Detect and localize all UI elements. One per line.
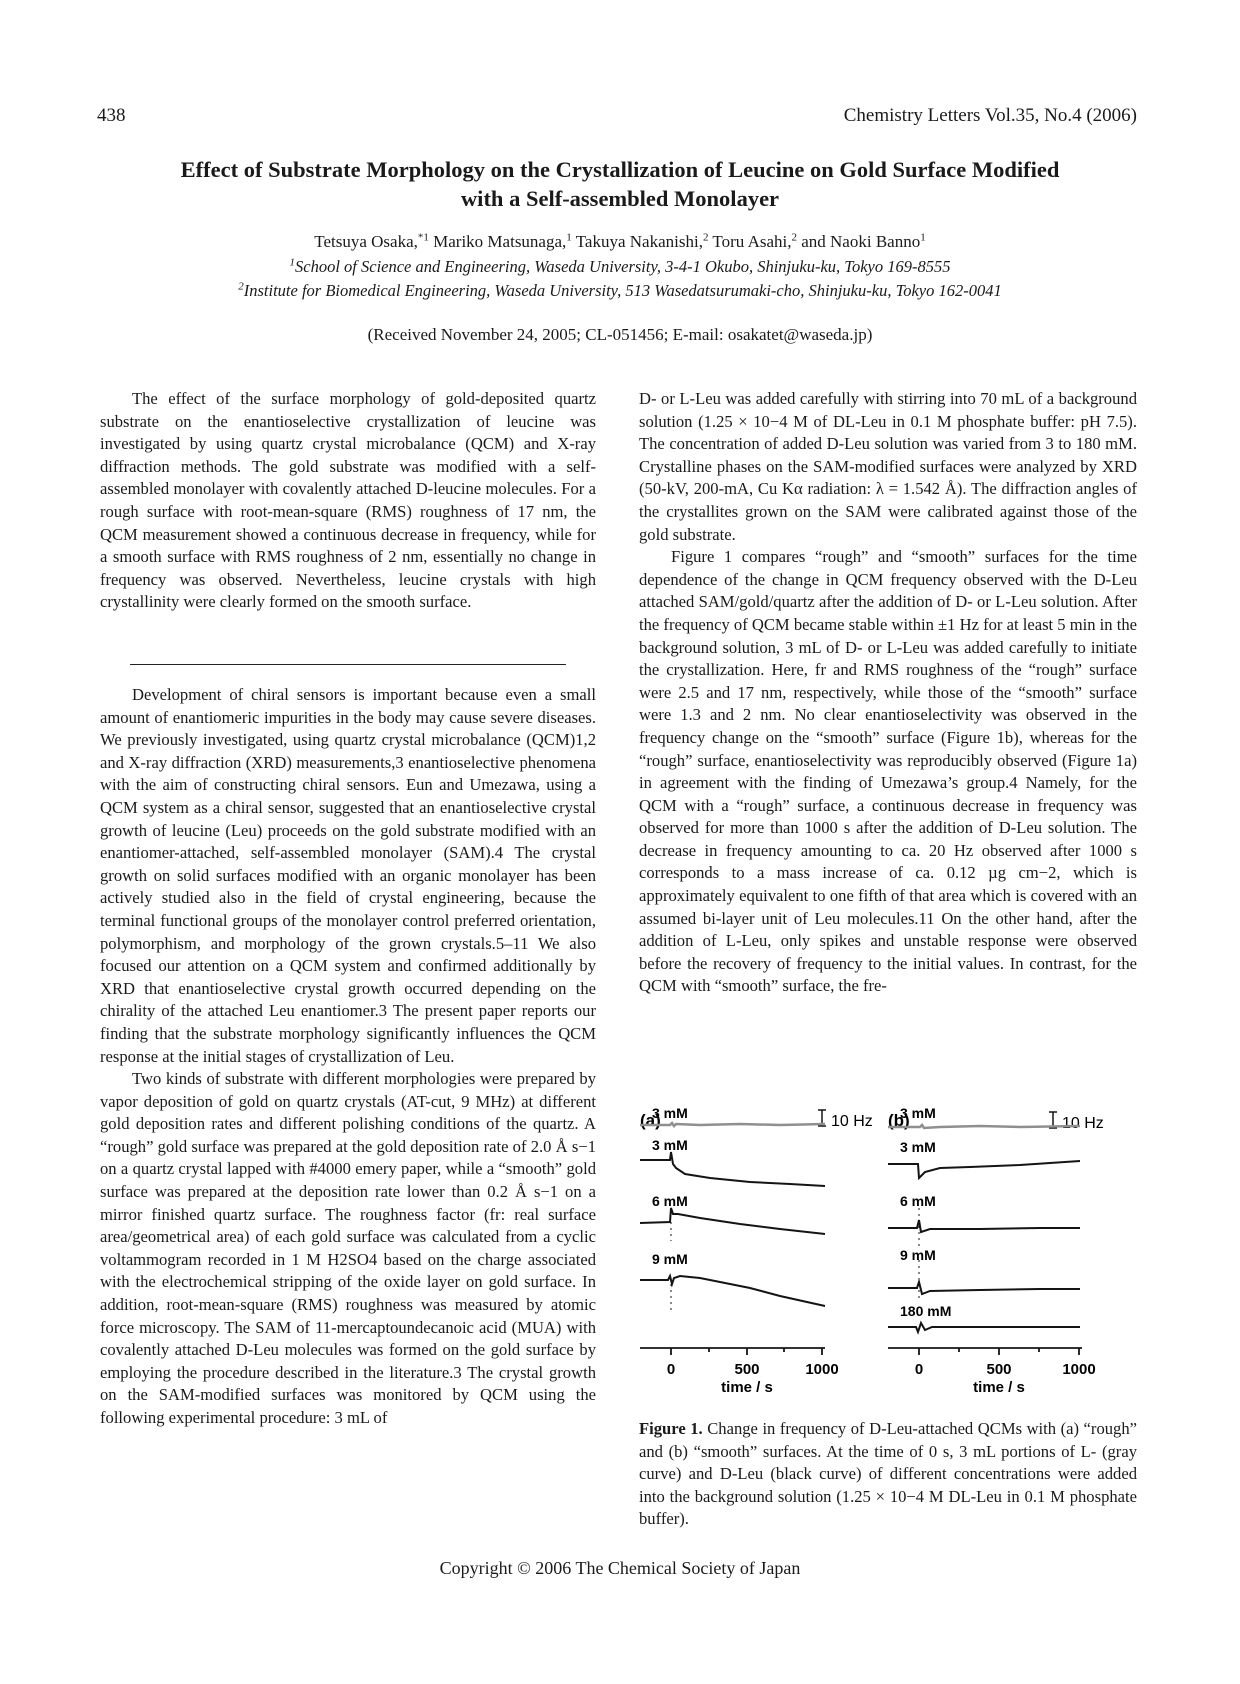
trace-a-d-leu-3mm [640, 1152, 825, 1186]
trace-b-l-leu-3mm [888, 1125, 1080, 1128]
panel-b-label: (b) [888, 1111, 910, 1130]
tick-label: 0 [914, 1361, 924, 1378]
trace-b-d-leu-3mm [888, 1161, 1080, 1178]
tick-label: 0 [666, 1361, 676, 1378]
paragraph: Figure 1 compares “rough” and “smooth” surfaces for the time dependence of the change in QCM frequency observed with the D-Leu attached SAM/gold/quartz after the addition of D- or L-Leu solution. After the frequency of QCM became stable within ±1 Hz for at least 5 min in the background solution, 3 mL of D- or L-Leu was added carefully to initiate the crystallization. Here, fr and RMS roughness of the “rough” surface were 2.5 and 17 nm, respectively, while those of the “smooth” surface were 1.3 and 2 nm. No clear enantioselectivity was observed in the frequency change on the “smooth” surface (Figure 1b), whereas for the “rough” surface, enantioselectivity was reproducibly observed (Figure 1a) in agreement with the finding of Umezawa’s group.4 Namely, for the QCM with a “rough” surface, a continuous decrease in frequency was observed for more than 1000 s after the addition of D-Leu solution. The decrease in frequency amounting to ca. 20 Hz observed after 1000 s corresponds to a mass increase of ca. 0.12 µg cm−2, which is approximately equivalent to one fifth of that area which is covered with an assumed bi-layer unit of Leu molecules.11 On the other hand, after the addition of L-Leu, only spikes and unstable response were observed before the recovery of frequency to the initial values. In contrast, for the QCM with “smooth” surface, the fre- [639, 547, 1138, 996]
author-list [100, 232, 1140, 252]
trace-a-d-leu-9mm [640, 1276, 825, 1306]
abstract-divider [130, 664, 566, 665]
figure-1 [640, 1098, 1140, 1408]
paragraph: D- or L-Leu was added carefully with stirring into 70 mL of a background solution (1.25 × 10−4 M of DL-Leu in 0.1 M phosphate buffer: pH 7.5). The concentration of added D-Leu solution was varied from 3 to 180 mM. Crystalline phases on the SAM-modified surfaces were analyzed by XRD (50-kV, 200-mA, Cu Kα radiation: λ = 1.542 Å). The diffraction angles of the crystallites grown on the SAM were calibrated against those of the gold substrate. [639, 389, 1137, 544]
paragraph: Development of chiral sensors is important because even a small amount of enantiomeric impurities in the body may cause severe diseases. We previously investigated, using quartz crystal microbalance (QCM)1,2 and X-ray diffraction (XRD) measurements,3 enantioselective phenomena with the aim of constructing chiral sensors. Eun and Umezawa, using a QCM system as a chiral sensor, suggested that an enantioselective crystal growth of leucine (Leu) proceeds on the gold substrate modified with an enantiomer-attached, self-assembled monolayer (SAM).4 The crystal growth on solid surfaces modified with an organic monolayer has been actively studied also in the field of crystal engineering, because the terminal functional groups of the monolayer control preferred orientation, polymorphism, and morphology of the grown crystals.5–11 We also focused our attention on a QCM system and confirmed additionally by XRD that enantioselective crystal growth occurred depending on the chirality of the attached Leu enantiomer.3 The present paper reports our finding that the substrate morphology significantly influences the QCM response at the initial stages of crystallization of Leu. [100, 685, 596, 1066]
trace-label: 3 mM [900, 1105, 936, 1121]
paper-title [100, 155, 1140, 213]
trace-label: 9 mM [652, 1251, 688, 1267]
scale-label-b: 10 Hz [1062, 1115, 1104, 1132]
trace-label: 3 mM [652, 1105, 688, 1121]
caption-text: Change in frequency of D-Leu-attached QCMs with (a) “rough” and (b) “smooth” surfaces. At the time of 0 s, 3 mL portions of L- (gray curve) and D-Leu (black curve) of different concentrations were added into the background solution (1.25 × 10−4 M DL-Leu in 0.1 M phosphate buffer). [639, 1419, 1137, 1529]
tick-label: 1000 [1062, 1361, 1096, 1378]
figure-1-caption [639, 1418, 1137, 1531]
title-line-1: Effect of Substrate Morphology on the Crystallization of Leucine on Gold Surface Modified [180, 157, 1060, 182]
page-number: 438 [97, 105, 126, 126]
body-right-column [639, 388, 1137, 998]
x-axis-a [640, 1348, 825, 1355]
trace-a-l-leu-3mm [640, 1123, 825, 1126]
body-left-column [100, 684, 596, 1430]
x-axis-b [888, 1348, 1082, 1355]
trace-b-d-leu-180mm [888, 1323, 1080, 1332]
paragraph: Two kinds of substrate with different morphologies were prepared by vapor deposition of gold on quartz crystals (AT-cut, 9 MHz) at different gold deposition rates and different polishing conditions of the quartz. A “rough” gold surface was prepared at the gold deposition rate of 2.0 Å s−1 on a quartz crystal lapped with #4000 emery paper, while a “smooth” gold surface was prepared at the deposition rate lower than 0.2 Å s−1 on a mirror finished quartz surface. The roughness factor (fr: real surface area/geometrical area) of each gold surface was calculated from a cyclic voltammogram recorded in 1 M H2SO4 based on the charge associated with the electrochemical stripping of the oxide layer on gold surface. In addition, root-mean-square (RMS) roughness was measured by atomic force microscopy. The SAM of 11-mercaptoundecanoic acid (MUA) with covalently attached D-Leu molecules was formed on the gold surface by employing the procedure described in the literature.3 The crystal growth on the SAM-modified surfaces was monitored by QCM using the following experimental procedure: 3 mL of [100, 1069, 596, 1427]
x-axis-label: time / s [973, 1379, 1025, 1396]
author: Mariko Matsunaga,$^1$ [428, 231, 572, 251]
figure-1-plot [640, 1098, 1140, 1408]
trace-label: 9 mM [900, 1247, 936, 1263]
copyright-footer: Copyright © 2006 The Chemical Society of Japan [439, 1558, 801, 1578]
author: and Naoki Banno$^1$ [796, 231, 926, 251]
caption-label: Figure 1. [639, 1419, 703, 1438]
affiliation-2: $^2$Institute for Biomedical Engineering, Waseda University, 513 Wasedatsurumaki-cho, Shinjuku-ku, Tokyo 162-0041 [238, 280, 1002, 300]
abstract-text: The effect of the surface morphology of gold-deposited quartz substrate on the enantioselective crystallization of leucine was investigated by using quartz crystal microbalance (QCM) and X-ray diffraction methods. The gold substrate was modified with a self-assembled monolayer with covalently attached D-leucine molecules. For a rough surface with root-mean-square (RMS) roughness of 17 nm, the QCM measurement showed a continuous decrease in frequency, while for a smooth surface with RMS roughness of 2 nm, essentially no change in frequency was observed. Nevertheless, leucine crystals with high crystallinity were clearly formed on the smooth surface. [100, 389, 596, 612]
x-axis-label: time / s [721, 1379, 773, 1396]
author: Toru Asahi,$^2$ [708, 231, 797, 251]
trace-b-d-leu-6mm [888, 1220, 1080, 1232]
journal-header: Chemistry Letters Vol.35, No.4 (2006) [843, 105, 1137, 126]
abstract [100, 388, 596, 614]
affiliation-1: $^1$School of Science and Engineering, Waseda University, 3-4-1 Okubo, Shinjuku-ku, Tokyo 169-8555 [289, 256, 951, 276]
author: Takuya Nakanishi,$^2$ [571, 231, 709, 251]
author: Tetsuya Osaka,$^{*1}$ [314, 231, 429, 251]
tick-label: 500 [734, 1361, 760, 1378]
trace-label: 3 mM [652, 1137, 688, 1153]
trace-a-d-leu-6mm [640, 1208, 825, 1234]
trace-label: 180 mM [900, 1303, 952, 1319]
trace-label: 6 mM [900, 1193, 936, 1209]
tick-label: 500 [986, 1361, 1012, 1378]
title-line-2: with a Self-assembled Monolayer [460, 186, 780, 211]
scale-label-a: 10 Hz [831, 1113, 873, 1130]
trace-label: 3 mM [900, 1139, 936, 1155]
trace-label: 6 mM [652, 1193, 688, 1209]
panel-a-label: (a) [640, 1111, 661, 1130]
trace-b-d-leu-9mm [888, 1282, 1080, 1294]
tick-label: 1000 [805, 1361, 839, 1378]
received-line: (Received November 24, 2005; CL-051456; E-mail: osakatet@waseda.jp) [367, 325, 873, 344]
